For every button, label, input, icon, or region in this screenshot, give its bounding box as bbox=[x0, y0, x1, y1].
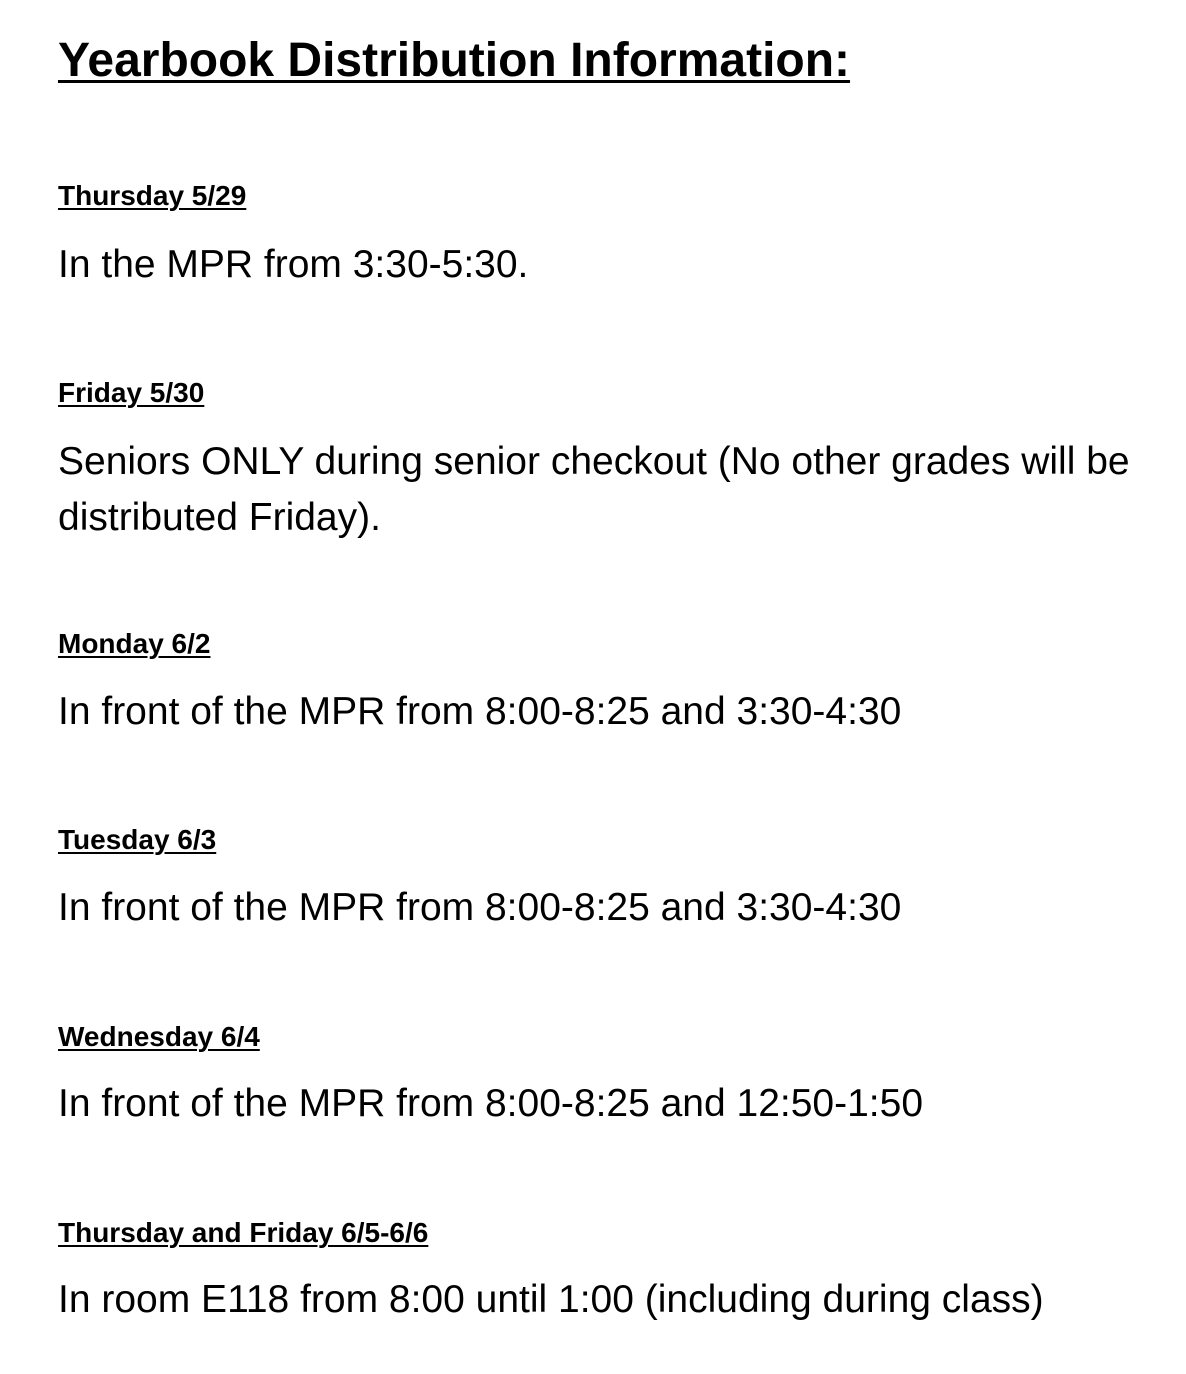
page-title: Yearbook Distribution Information: bbox=[58, 34, 851, 87]
day-detail: In front of the MPR from 8:00-8:25 and 3:30-4:30 bbox=[58, 886, 902, 929]
day-label: Tuesday 6/3 bbox=[58, 824, 217, 855]
day-label: Friday 5/30 bbox=[58, 377, 205, 408]
day-detail: In front of the MPR from 8:00-8:25 and 3:30-4:30 bbox=[58, 690, 902, 733]
day-detail: Seniors ONLY during senior checkout (No other grades will be distributed Friday). bbox=[58, 440, 1130, 539]
day-label: Thursday and Friday 6/5-6/6 bbox=[58, 1217, 429, 1248]
day-label: Monday 6/2 bbox=[58, 628, 211, 659]
day-detail: In the MPR from 3:30-5:30. bbox=[58, 243, 529, 286]
day-label: Wednesday 6/4 bbox=[58, 1021, 260, 1052]
day-detail: In front of the MPR from 8:00-8:25 and 12:50-1:50 bbox=[58, 1082, 924, 1125]
day-label: Thursday 5/29 bbox=[58, 180, 247, 211]
day-detail: In room E118 from 8:00 until 1:00 (including during class) bbox=[58, 1278, 1044, 1321]
